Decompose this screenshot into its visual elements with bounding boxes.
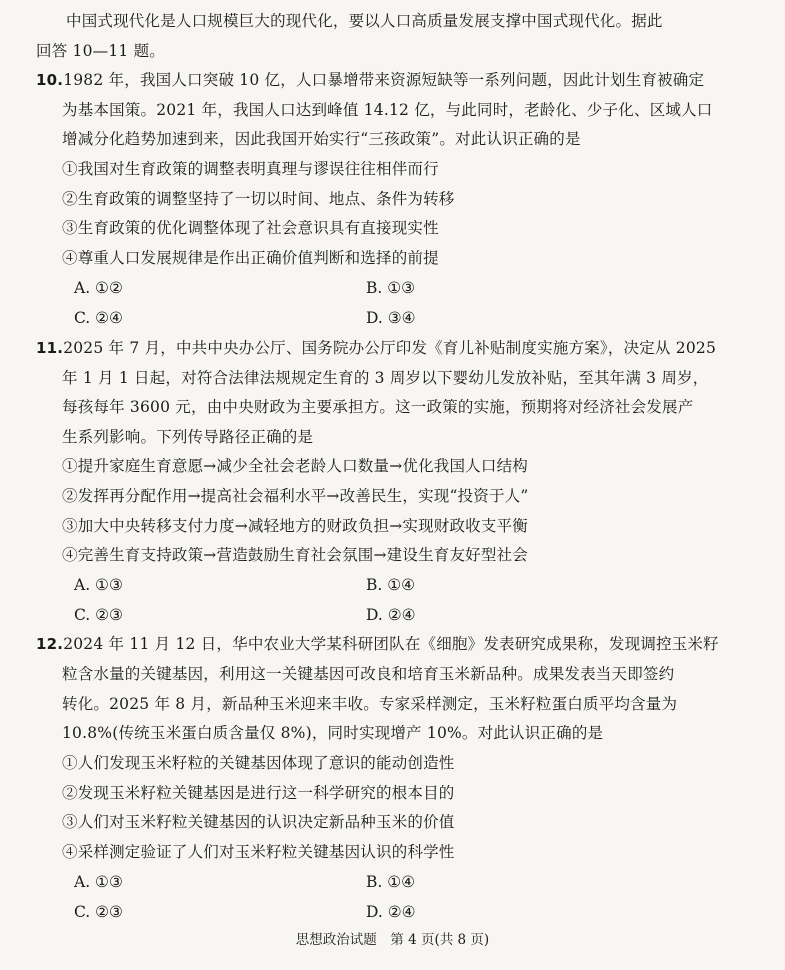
q12-option-b[interactable]: B. ①④	[366, 873, 416, 891]
q12-stem-line-4: 10.8%(传统玉米蛋白质含量仅 8%)，同时实现增产 10%。对此认识正确的是	[62, 724, 604, 742]
q10-statement-1: ①我国对生育政策的调整表明真理与谬误往往相伴而行	[62, 160, 439, 178]
q11-statement-1: ①提升家庭生育意愿→减少全社会老龄人口数量→优化我国人口结构	[62, 457, 528, 475]
q11-statement-3: ③加大中央转移支付力度→减轻地方的财政负担→实现财政收支平衡	[62, 517, 528, 535]
q12-option-c[interactable]: C. ②③	[74, 903, 123, 921]
q11-number: 11.	[36, 339, 64, 357]
q11-option-c[interactable]: C. ②③	[74, 606, 123, 624]
q10-option-d[interactable]: D. ③④	[366, 309, 416, 327]
q11-stem-line-1: 11.2025 年 7 月，中共中央办公厅、国务院办公厅印发《育儿补贴制度实施方案》，决定从 2025	[36, 339, 717, 357]
q10-option-a[interactable]: A. ①②	[74, 279, 123, 297]
q12-number: 12.	[36, 635, 64, 653]
intro-line-1: 中国式现代化是人口规模巨大的现代化，要以人口高质量发展支撑中国式现代化。据此	[66, 12, 663, 30]
q12-option-d[interactable]: D. ②④	[366, 903, 416, 921]
q11-stem-line-2: 年 1 月 1 日起，对符合法律法规规定生育的 3 周岁以下婴幼儿发放补贴，至其年满 3 周岁，	[62, 369, 709, 387]
q10-stem-line-1: 10.1982 年，我国人口突破 10 亿，人口暴增带来资源短缺等一系列问题，因此计划生育被确定	[36, 71, 705, 89]
q12-stem-line-1: 12.2024 年 11 月 12 日，华中农业大学某科研团队在《细胞》发表研究成果称，发现调控玉米籽	[36, 635, 719, 653]
q10-option-b[interactable]: B. ①③	[366, 279, 416, 297]
q10-statement-4: ④尊重人口发展规律是作出正确价值判断和选择的前提	[62, 249, 439, 267]
q11-stem-line-3: 每孩每年 3600 元，由中央财政为主要承担方。这一政策的实施，预期将对经济社会发展产	[62, 398, 694, 416]
q11-statement-4: ④完善生育支持政策→营造鼓励生育社会氛围→建设生育友好型社会	[62, 546, 528, 564]
q11-option-a[interactable]: A. ①③	[74, 576, 123, 594]
q11-statement-2: ②发挥再分配作用→提高社会福利水平→改善民生，实现“投资于人”	[62, 487, 529, 505]
q11-option-d[interactable]: D. ②④	[366, 606, 416, 624]
q10-number: 10.	[36, 71, 64, 89]
q10-stem-line-3: 增减分化趋势加速到来，因此我国开始实行“三孩政策”。对此认识正确的是	[62, 130, 581, 148]
q12-statement-2: ②发现玉米籽粒关键基因是进行这一科学研究的根本目的	[62, 784, 455, 802]
q11-stem-line-4: 生系列影响。下列传导路径正确的是	[62, 428, 314, 446]
q10-stem-line-2: 为基本国策。2021 年，我国人口达到峰值 14.12 亿，与此同时，老龄化、少子化、区域人口	[62, 101, 713, 119]
q11-option-b[interactable]: B. ①④	[366, 576, 416, 594]
page-footer: 思想政治试题 第 4 页(共 8 页)	[295, 932, 490, 948]
q10-statement-2: ②生育政策的调整坚持了一切以时间、地点、条件为转移	[62, 190, 455, 208]
q10-statement-3: ③生育政策的优化调整体现了社会意识具有直接现实性	[62, 219, 439, 237]
q12-statement-3: ③人们对玉米籽粒关键基因的认识决定新品种玉米的价值	[62, 813, 455, 831]
intro-line-2: 回答 10—11 题。	[36, 42, 166, 60]
q12-stem-line-2: 粒含水量的关键基因，利用这一关键基因可改良和培育玉米新品种。成果发表当天即签约	[62, 665, 675, 683]
q10-option-c[interactable]: C. ②④	[74, 309, 123, 327]
q12-statement-4: ④采样测定验证了人们对玉米籽粒关键基因认识的科学性	[62, 843, 455, 861]
q12-statement-1: ①人们发现玉米籽粒的关键基因体现了意识的能动创造性	[62, 754, 455, 772]
q12-option-a[interactable]: A. ①③	[74, 873, 123, 891]
q12-stem-line-3: 转化。2025 年 8 月，新品种玉米迎来丰收。专家采样测定，玉米籽粒蛋白质平均含量为	[62, 695, 678, 713]
